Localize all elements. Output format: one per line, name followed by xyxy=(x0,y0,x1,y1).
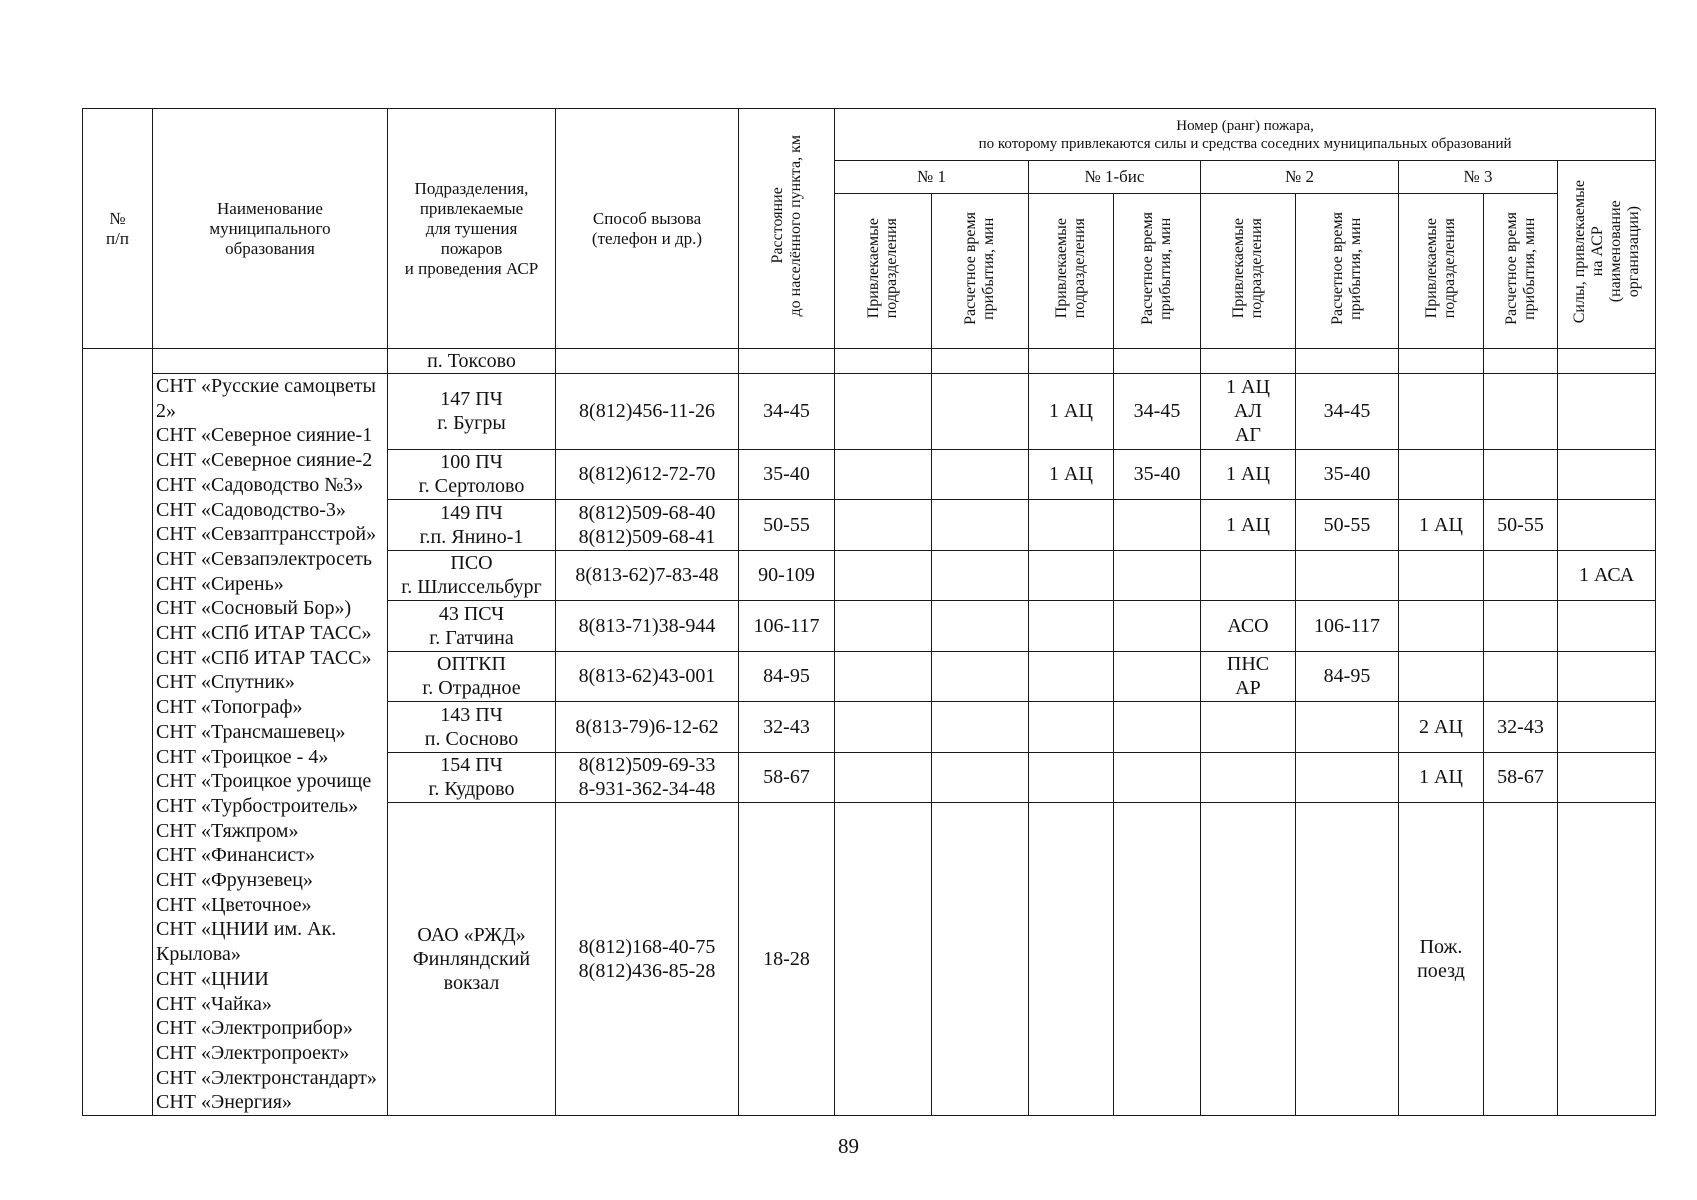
cell-r2-time xyxy=(1296,601,1399,651)
cell-dist xyxy=(739,374,835,450)
cell-phone xyxy=(556,550,739,600)
cell-r2-units xyxy=(1201,803,1296,1116)
cell-dist xyxy=(739,500,835,550)
cell-r1b-time xyxy=(1114,702,1201,752)
cell-r3-units xyxy=(1399,374,1484,450)
header-row-1 xyxy=(83,109,1656,161)
cell-r1b-time xyxy=(1114,374,1201,450)
cell-r3-time xyxy=(1484,601,1558,651)
header-rank-3: № 3 xyxy=(1399,161,1558,194)
cell-text: 50-55 xyxy=(1323,513,1371,536)
cell-asr xyxy=(1558,651,1656,701)
cell-r1b-time xyxy=(1114,803,1201,1116)
cell-r1b-time xyxy=(1114,500,1201,550)
cell-r1b-units xyxy=(1029,449,1114,499)
cell-dist xyxy=(739,449,835,499)
cell-dist xyxy=(739,803,835,1116)
header-r1-time: Расчетное время прибытия, мин xyxy=(932,194,1029,349)
cell-text: 50-55 xyxy=(763,513,810,536)
table-row xyxy=(83,349,1656,374)
cell-r1-units xyxy=(835,752,932,802)
cell-text: 1 АЦ xyxy=(1419,766,1463,789)
table-body xyxy=(83,109,1656,1116)
cell-text: 154 ПЧ г. Кудрово xyxy=(428,754,515,801)
cell-text: 100 ПЧ г. Сертолово xyxy=(418,451,525,498)
cell-r1-units xyxy=(835,601,932,651)
cell-r2-time xyxy=(1296,449,1399,499)
cell-r1b-units xyxy=(1029,651,1114,701)
cell-phone xyxy=(556,349,739,374)
cell-text: 1 АЦ xyxy=(1226,513,1270,536)
row-number-cell xyxy=(83,349,153,1116)
cell-text: 32-43 xyxy=(763,715,810,738)
header-distance: Расстояние до населённого пункта, км xyxy=(739,109,835,349)
cell-dist xyxy=(739,651,835,701)
cell-text: 2 АЦ xyxy=(1419,715,1463,738)
cell-r1-time xyxy=(932,752,1029,802)
cell-unit xyxy=(388,601,556,651)
cell-r3-time xyxy=(1484,449,1558,499)
cell-r2-units xyxy=(1201,752,1296,802)
cell-r2-time xyxy=(1296,651,1399,701)
cell-text: 1 АЦ АЛ АГ xyxy=(1226,376,1270,447)
cell-dist xyxy=(739,601,835,651)
cell-dist xyxy=(739,349,835,374)
cell-unit xyxy=(388,500,556,550)
cell-asr xyxy=(1558,349,1656,374)
cell-r1b-time xyxy=(1114,449,1201,499)
cell-r1b-time xyxy=(1114,349,1201,374)
cell-r3-units xyxy=(1399,752,1484,802)
cell-r2-units xyxy=(1201,702,1296,752)
header-rank-title: Номер (ранг) пожара, по которому привлекаются силы и средства соседних муниципальных образований xyxy=(835,109,1656,161)
cell-text: 58-67 xyxy=(1497,766,1544,789)
cell-phone xyxy=(556,449,739,499)
header-r3-units: Привлекаемые подразделения xyxy=(1399,194,1484,349)
cell-r1-time xyxy=(932,500,1029,550)
page-number: 89 xyxy=(838,1134,859,1158)
cell-text: 8(812)509-69-33 8-931-362-34-48 xyxy=(578,754,716,801)
cell-text: 8(812)456-11-26 xyxy=(579,400,715,423)
cell-r1b-time xyxy=(1114,550,1201,600)
cell-r1b-units xyxy=(1029,702,1114,752)
cell-text: 58-67 xyxy=(763,766,810,789)
cell-text: п. Токсово xyxy=(427,350,516,372)
cell-r3-units xyxy=(1399,550,1484,600)
cell-phone xyxy=(556,702,739,752)
cell-text: 35-40 xyxy=(1133,463,1181,486)
cell-asr xyxy=(1558,601,1656,651)
header-rank-1: № 1 xyxy=(835,161,1029,194)
cell-r1-units xyxy=(835,349,932,374)
cell-r2-time xyxy=(1296,752,1399,802)
header-call: Способ вызова (телефон и др.) xyxy=(556,109,739,349)
cell-r1b-units xyxy=(1029,752,1114,802)
cell-dist xyxy=(739,550,835,600)
header-r2-units: Привлекаемые подразделения xyxy=(1201,194,1296,349)
cell-r3-time xyxy=(1484,500,1558,550)
cell-r1b-time xyxy=(1114,601,1201,651)
cell-text: 143 ПЧ п. Сосново xyxy=(424,703,519,750)
cell-r1b-units xyxy=(1029,550,1114,600)
cell-r2-time xyxy=(1296,349,1399,374)
cell-text: Пож. поезд xyxy=(1417,936,1465,983)
cell-r3-units xyxy=(1399,449,1484,499)
cell-phone xyxy=(556,374,739,450)
cell-r1b-time xyxy=(1114,651,1201,701)
cell-r1-units xyxy=(835,651,932,701)
cell-dist xyxy=(739,702,835,752)
cell-text: 50-55 xyxy=(1497,513,1544,536)
cell-r2-units xyxy=(1201,449,1296,499)
cell-text: 1 АСА xyxy=(1578,564,1635,587)
cell-r3-units xyxy=(1399,601,1484,651)
cell-text: 34-45 xyxy=(1133,400,1181,423)
header-r2-time: Расчетное время прибытия, мин xyxy=(1296,194,1399,349)
header-asr-forces: Силы, привлекаемые на АСР (наименование организации) xyxy=(1558,161,1656,349)
header-r1-units: Привлекаемые подразделения xyxy=(835,194,932,349)
cell-text: ОПТКП г. Отрадное xyxy=(422,653,521,700)
cell-r3-time xyxy=(1484,752,1558,802)
cell-phone xyxy=(556,651,739,701)
cell-asr xyxy=(1558,702,1656,752)
cell-r2-time xyxy=(1296,500,1399,550)
cell-unit xyxy=(388,449,556,499)
cell-r1-units xyxy=(835,500,932,550)
cell-text: 1 АЦ xyxy=(1226,463,1270,486)
cell-r3-time xyxy=(1484,702,1558,752)
cell-text: 8(813-79)6-12-62 xyxy=(575,715,719,738)
cell-text: 8(812)509-68-40 8(812)509-68-41 xyxy=(578,501,716,548)
cell-text: ПСО г. Шлиссельбург xyxy=(401,552,542,599)
cell-r1-time xyxy=(932,349,1029,374)
cell-unit xyxy=(388,752,556,802)
cell-text: 18-28 xyxy=(763,948,810,971)
cell-text: 8(812)612-72-70 xyxy=(578,463,716,486)
cell-r3-time xyxy=(1484,803,1558,1116)
cell-r1b-units xyxy=(1029,349,1114,374)
cell-r3-time xyxy=(1484,550,1558,600)
cell-text: 106-117 xyxy=(1314,614,1380,637)
cell-text: 106-117 xyxy=(753,614,820,637)
cell-r1-time xyxy=(932,702,1029,752)
cell-r2-units xyxy=(1201,374,1296,450)
cell-text: 8(812)168-40-75 8(812)436-85-28 xyxy=(578,936,716,983)
cell-r2-time xyxy=(1296,803,1399,1116)
cell-phone xyxy=(556,601,739,651)
cell-unit xyxy=(388,651,556,701)
cell-unit xyxy=(388,702,556,752)
cell-text: АСО xyxy=(1227,614,1269,637)
cell-r1b-units xyxy=(1029,500,1114,550)
header-no: № п/п xyxy=(83,109,153,349)
cell-r3-units xyxy=(1399,349,1484,374)
cell-text: 34-45 xyxy=(763,400,810,423)
header-r1b-units: Привлекаемые подразделения xyxy=(1029,194,1114,349)
cell-text: ПНС АР xyxy=(1226,653,1270,700)
cell-text: ОАО «РЖД» Финляндский вокзал xyxy=(412,924,531,995)
table-row xyxy=(83,374,1656,450)
cell-r1b-units xyxy=(1029,374,1114,450)
cell-asr xyxy=(1558,550,1656,600)
cell-asr xyxy=(1558,803,1656,1116)
cell-r1-units xyxy=(835,803,932,1116)
cell-r1-time xyxy=(932,803,1029,1116)
cell-phone xyxy=(556,752,739,802)
cell-text: 1 АЦ xyxy=(1049,400,1093,423)
cell-r2-units xyxy=(1201,601,1296,651)
cell-text: 8(813-62)43-001 xyxy=(578,665,716,688)
cell-r3-time xyxy=(1484,349,1558,374)
cell-r3-units xyxy=(1399,803,1484,1116)
cell-r3-time xyxy=(1484,651,1558,701)
cell-text: 35-40 xyxy=(1323,463,1371,486)
cell-r3-units xyxy=(1399,651,1484,701)
header-municipality: Наименование муниципального образования xyxy=(153,109,388,349)
cell-asr xyxy=(1558,500,1656,550)
cell-r2-time xyxy=(1296,702,1399,752)
municipality-list: СНТ «Русские самоцветы 2» СНТ «Северное сияние-1 СНТ «Северное сияние-2 СНТ «Садоводство №3» СНТ «Садоводство-3» СНТ «Севзаптрансстрой» СНТ «Севзапэлектросеть СНТ «Сирень» СНТ «Сосновый Бор») СНТ «СПб ИТАР ТАСС» СНТ «СПб ИТАР ТАСС» СНТ «Спутник» СНТ «Топограф» СНТ «Трансмашевец» СНТ «Троицкое - 4» СНТ «Троицкое урочище СНТ «Турбостроитель» СНТ «Тяжпром» СНТ «Финансист» СНТ «Фрунзевец» СНТ «Цветочное» СНТ «ЦНИИ им. Ак. Крылова» СНТ «ЦНИИ СНТ «Чайка» СНТ «Электроприбор» СНТ «Электропроект» СНТ «Электронстандарт» СНТ «Энергия» xyxy=(153,374,388,1116)
cell-text: 1 АЦ xyxy=(1049,463,1093,486)
cell-r1-time xyxy=(932,550,1029,600)
cell-r2-time xyxy=(1296,550,1399,600)
header-units: Подразделения, привлекаемые для тушения пожаров и проведения АСР xyxy=(388,109,556,349)
header-r1b-time: Расчетное время прибытия, мин xyxy=(1114,194,1201,349)
cell-r2-units xyxy=(1201,550,1296,600)
cell-r1-units xyxy=(835,550,932,600)
header-r3-time: Расчетное время прибытия, мин xyxy=(1484,194,1558,349)
cell-unit xyxy=(388,349,556,374)
header-rank-1bis: № 1-бис xyxy=(1029,161,1201,194)
cell-r1-units xyxy=(835,374,932,450)
cell-unit xyxy=(388,374,556,450)
cell-text: 32-43 xyxy=(1497,715,1544,738)
cell-dist xyxy=(739,752,835,802)
cell-r3-units xyxy=(1399,500,1484,550)
cell-r1-units xyxy=(835,702,932,752)
cell-r1-time xyxy=(932,601,1029,651)
cell-text: 147 ПЧ г. Бугры xyxy=(437,388,506,435)
cell-text: 35-40 xyxy=(763,463,810,486)
cell-r1b-units xyxy=(1029,803,1114,1116)
cell-text: 90-109 xyxy=(758,564,815,587)
cell-text: 34-45 xyxy=(1323,400,1371,423)
cell-text: 1 АЦ xyxy=(1419,513,1463,536)
cell-r1b-units xyxy=(1029,601,1114,651)
cell-r2-units xyxy=(1201,500,1296,550)
cell-text: 84-95 xyxy=(763,665,810,688)
cell-text: 149 ПЧ г.п. Янино-1 xyxy=(419,501,524,548)
cell-text: 84-95 xyxy=(1323,665,1371,688)
cell-r1-time xyxy=(932,651,1029,701)
cell-r1b-time xyxy=(1114,752,1201,802)
cell-asr xyxy=(1558,449,1656,499)
cell-phone xyxy=(556,500,739,550)
cell-unit xyxy=(388,803,556,1116)
fire-forces-table xyxy=(82,108,1656,1116)
cell-asr xyxy=(1558,752,1656,802)
cell-text: 8(813-62)7-83-48 xyxy=(575,564,719,587)
cell-phone xyxy=(556,803,739,1116)
cell-asr xyxy=(1558,374,1656,450)
header-rank-2: № 2 xyxy=(1201,161,1399,194)
cell-text: 8(813-71)38-944 xyxy=(578,614,716,637)
cell-r2-units xyxy=(1201,349,1296,374)
cell-r3-time xyxy=(1484,374,1558,450)
cell-r1-time xyxy=(932,449,1029,499)
cell-r2-time xyxy=(1296,374,1399,450)
cell-r1-time xyxy=(932,374,1029,450)
cell-unit xyxy=(388,550,556,600)
municipality-header-gap xyxy=(153,349,388,374)
cell-text: 43 ПСЧ г. Гатчина xyxy=(429,602,514,649)
cell-r2-units xyxy=(1201,651,1296,701)
cell-r1-units xyxy=(835,449,932,499)
cell-r3-units xyxy=(1399,702,1484,752)
